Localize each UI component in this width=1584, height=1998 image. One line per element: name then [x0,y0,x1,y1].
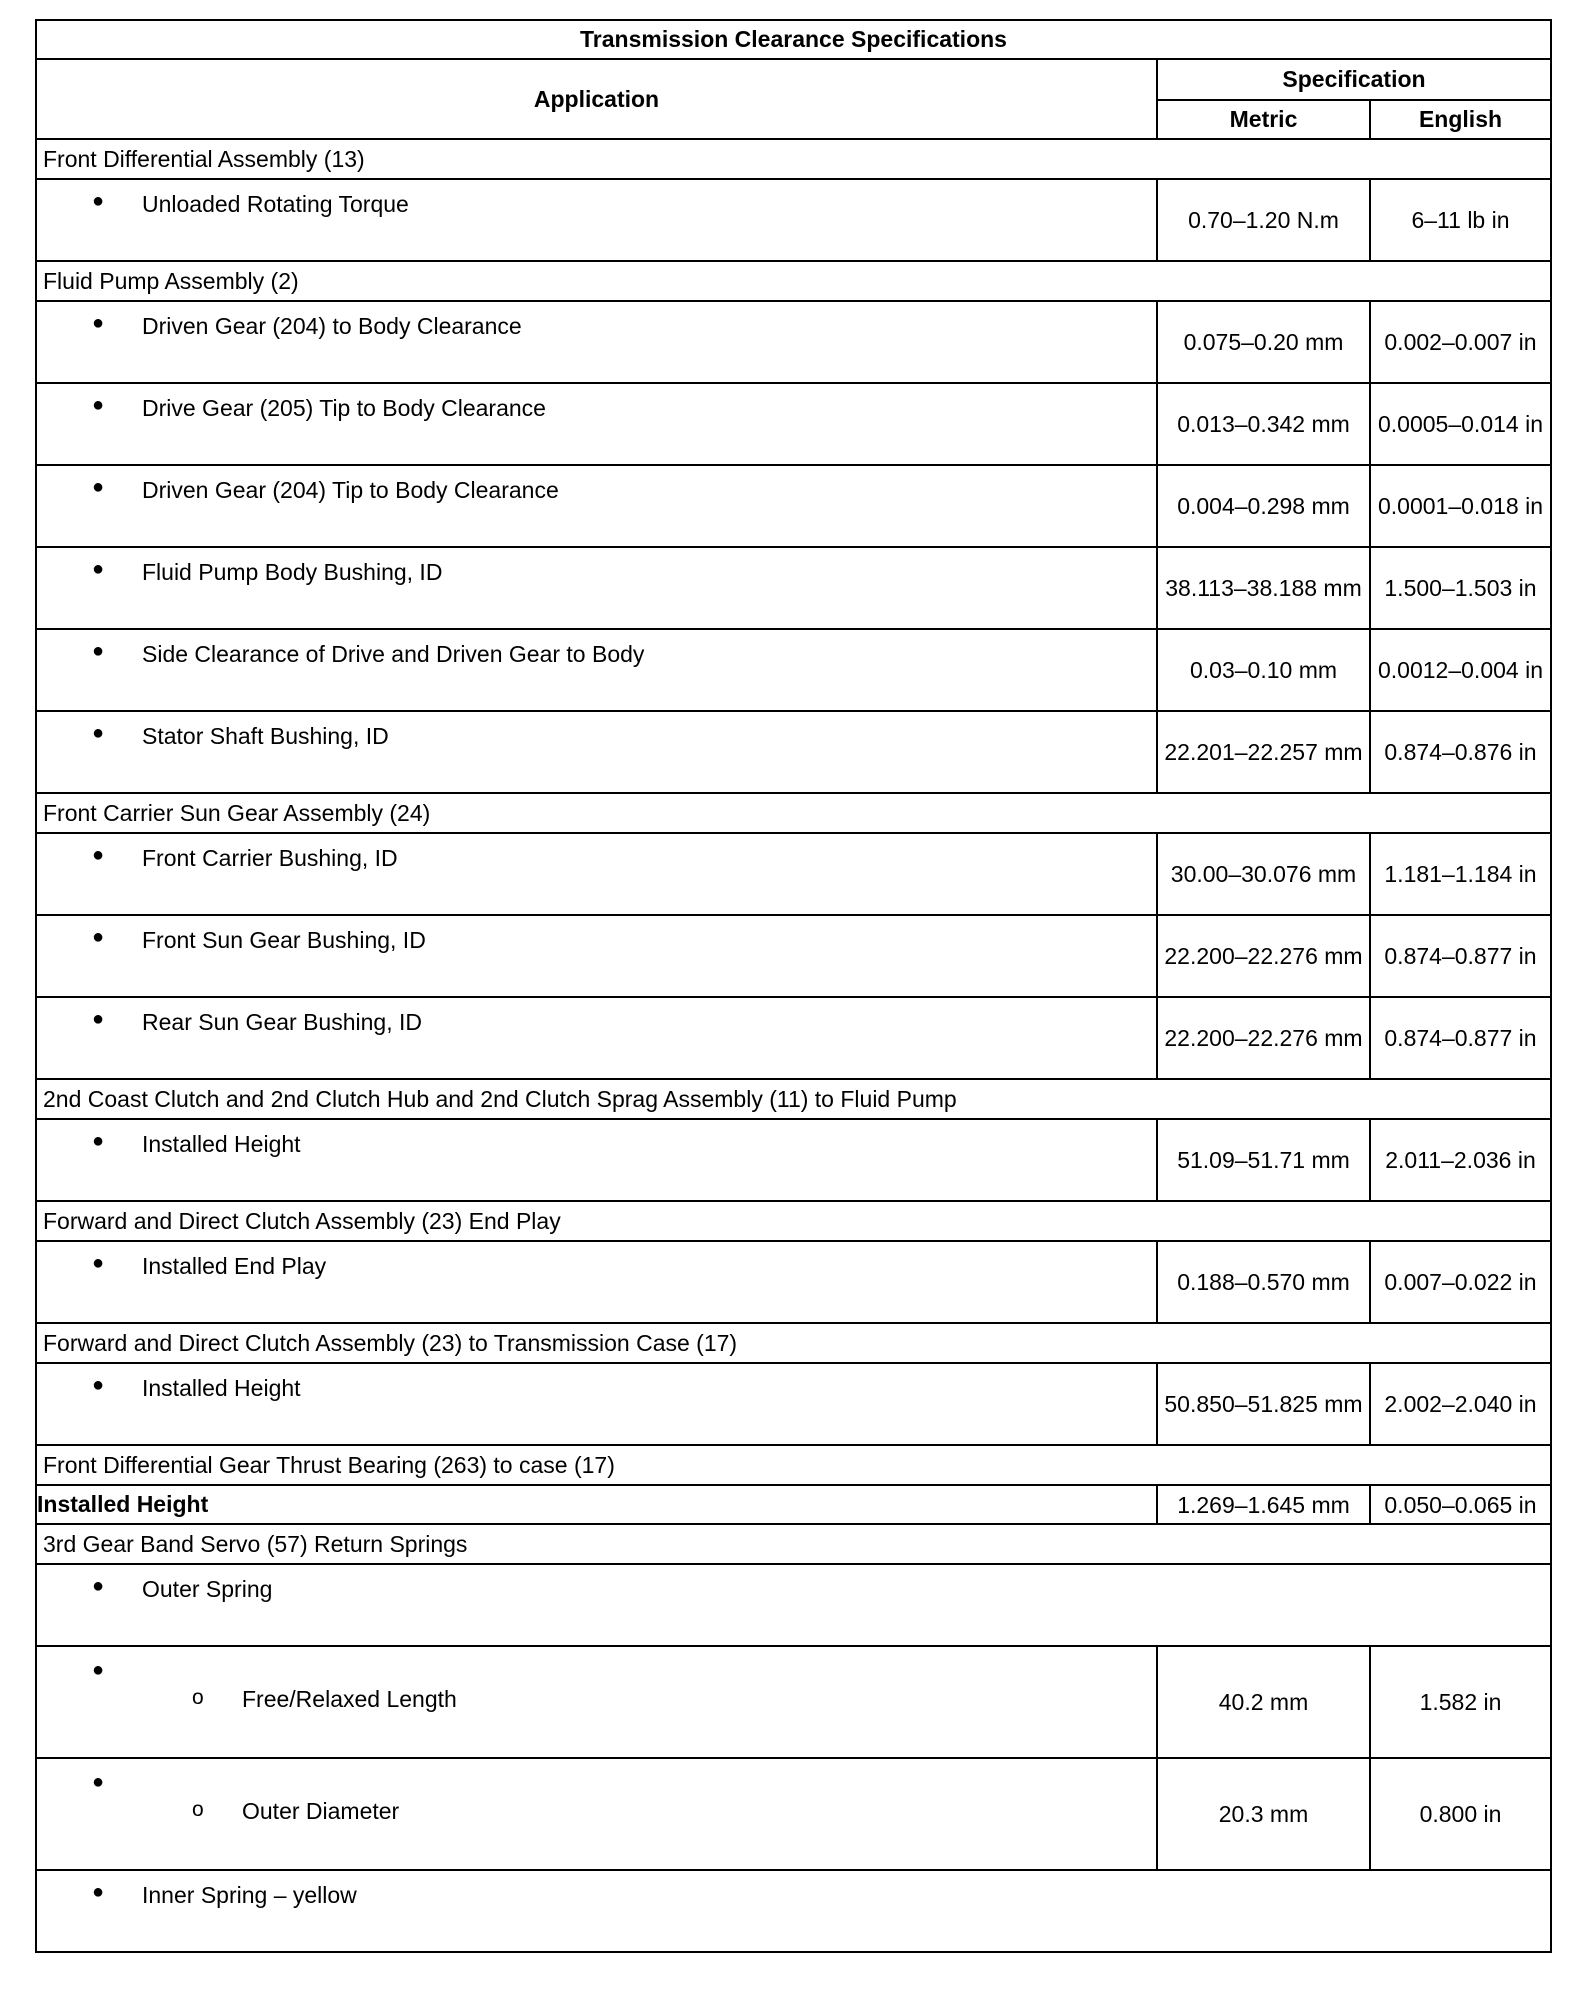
application-label: Side Clearance of Drive and Driven Gear to Body [142,641,645,667]
application-label: Rear Sun Gear Bushing, ID [142,1009,422,1035]
application-label: Installed Height [142,1375,301,1401]
table-row [36,1241,1551,1323]
table-row [36,997,1551,1079]
application-cell [36,997,1157,1079]
group-row [36,139,1551,179]
bullet-icon: ● [92,394,105,416]
group-row [36,261,1551,301]
bullet-icon: ● [92,1130,105,1152]
english-value: 1.582 in [1370,1646,1551,1758]
table-row [36,1363,1551,1445]
group-row [36,1524,1551,1564]
table-row [36,1646,1551,1758]
application-cell [36,629,1157,711]
group-label: Front Differential Assembly (13) [36,139,1551,179]
application-cell [36,383,1157,465]
bullet-icon: ● [92,312,105,334]
group-label: Front Differential Gear Thrust Bearing (263) to case (17) [36,1445,1551,1485]
application-cell [36,1363,1157,1445]
group-label: Front Carrier Sun Gear Assembly (24) [36,793,1551,833]
bullet-icon: ● [92,1575,105,1597]
table-row [36,1758,1551,1870]
bullet-icon: ● [92,844,105,866]
application-cell [36,547,1157,629]
application-label: Drive Gear (205) Tip to Body Clearance [142,395,546,421]
application-cell [36,915,1157,997]
bullet-icon: ● [92,1659,105,1681]
english-value: 2.011–2.036 in [1370,1119,1551,1201]
table-row [36,465,1551,547]
group-label: Fluid Pump Assembly (2) [36,261,1551,301]
application-cell [36,1870,1551,1952]
english-value: 0.800 in [1370,1758,1551,1870]
table-row [36,301,1551,383]
application-cell [36,1646,1157,1758]
english-value: 0.0001–0.018 in [1370,465,1551,547]
metric-value: 30.00–30.076 mm [1157,833,1370,915]
metric-value: 0.004–0.298 mm [1157,465,1370,547]
application-cell [36,301,1157,383]
metric-value: 0.70–1.20 N.m [1157,179,1370,261]
table-row [36,1119,1551,1201]
header-metric: Metric [1157,100,1370,140]
english-value: 1.181–1.184 in [1370,833,1551,915]
group-label: 2nd Coast Clutch and 2nd Clutch Hub and 2nd Clutch Sprag Assembly (11) to Fluid Pump [36,1079,1551,1119]
bullet-icon: ● [92,926,105,948]
spec-body [36,139,1551,1952]
english-value: 0.007–0.022 in [1370,1241,1551,1323]
group-label: Forward and Direct Clutch Assembly (23) to Transmission Case (17) [36,1323,1551,1363]
application-cell [36,711,1157,793]
application-label: Installed End Play [142,1253,327,1279]
metric-value: 1.269–1.645 mm [1157,1485,1370,1524]
table-row [36,711,1551,793]
application-label: Inner Spring – yellow [142,1882,357,1908]
application-label: Front Carrier Bushing, ID [142,845,398,871]
metric-value: 0.188–0.570 mm [1157,1241,1370,1323]
application-cell [36,1119,1157,1201]
table-row [36,629,1551,711]
group-row [36,793,1551,833]
metric-value: 0.013–0.342 mm [1157,383,1370,465]
bullet-icon: ● [92,190,105,212]
group-row [36,1079,1551,1119]
bullet-icon: ● [92,476,105,498]
metric-value: 22.200–22.276 mm [1157,915,1370,997]
metric-value: 38.113–38.188 mm [1157,547,1370,629]
application-cell [36,465,1157,547]
table-row [36,383,1551,465]
application-label: Driven Gear (204) Tip to Body Clearance [142,477,559,503]
application-label: Installed Height [142,1131,301,1157]
metric-value: 50.850–51.825 mm [1157,1363,1370,1445]
bullet-icon: ● [92,1771,105,1793]
metric-value: 40.2 mm [1157,1646,1370,1758]
english-value: 0.050–0.065 in [1370,1485,1551,1524]
table-row [36,833,1551,915]
group-label: 3rd Gear Band Servo (57) Return Springs [36,1524,1551,1564]
title-row [36,20,1551,59]
group-row [36,1201,1551,1241]
metric-value: 51.09–51.71 mm [1157,1119,1370,1201]
application-cell [36,1241,1157,1323]
english-value: 0.0005–0.014 in [1370,383,1551,465]
metric-value: 22.201–22.257 mm [1157,711,1370,793]
english-value: 0.874–0.877 in [1370,915,1551,997]
application-label: Fluid Pump Body Bushing, ID [142,559,443,585]
english-value: 0.874–0.876 in [1370,711,1551,793]
circle-bullet-icon: o [192,1798,204,1821]
application-label: Free/Relaxed Length [242,1686,457,1712]
english-value: 0.874–0.877 in [1370,997,1551,1079]
english-value: 2.002–2.040 in [1370,1363,1551,1445]
english-value: 0.0012–0.004 in [1370,629,1551,711]
metric-value: 22.200–22.276 mm [1157,997,1370,1079]
group-row [36,1323,1551,1363]
application-label: Outer Diameter [242,1798,400,1824]
table-row [36,547,1551,629]
metric-value: 20.3 mm [1157,1758,1370,1870]
circle-bullet-icon: o [192,1686,204,1709]
application-cell [36,1564,1551,1646]
application-cell [36,179,1157,261]
application-label: Outer Spring [142,1576,273,1602]
bullet-icon: ● [92,1881,105,1903]
bullet-icon: ● [92,558,105,580]
bullet-icon: ● [92,1374,105,1396]
group-label: Forward and Direct Clutch Assembly (23) End Play [36,1201,1551,1241]
table-row [36,1564,1551,1646]
bullet-icon: ● [92,1252,105,1274]
header-row-1 [36,59,1551,100]
bullet-icon: ● [92,1008,105,1030]
header-specification: Specification [1157,59,1551,100]
table-row [36,1485,1551,1524]
group-row [36,1445,1551,1485]
table-row [36,1870,1551,1952]
header-application: Application [36,59,1157,139]
bullet-icon: ● [92,640,105,662]
table-title: Transmission Clearance Specifications [36,20,1551,59]
english-value: 1.500–1.503 in [1370,547,1551,629]
table-row [36,179,1551,261]
application-label: Driven Gear (204) to Body Clearance [142,313,522,339]
application-label: Front Sun Gear Bushing, ID [142,927,426,953]
application-cell [36,833,1157,915]
metric-value: 0.075–0.20 mm [1157,301,1370,383]
table-row [36,915,1551,997]
metric-value: 0.03–0.10 mm [1157,629,1370,711]
english-value: 0.002–0.007 in [1370,301,1551,383]
spec-table [35,19,1552,1953]
application-cell [36,1758,1157,1870]
bullet-icon: ● [92,722,105,744]
application-label: Installed Height [36,1485,1157,1524]
application-label: Unloaded Rotating Torque [142,191,409,217]
application-label: Stator Shaft Bushing, ID [142,723,389,749]
header-english: English [1370,100,1551,140]
english-value: 6–11 lb in [1370,179,1551,261]
